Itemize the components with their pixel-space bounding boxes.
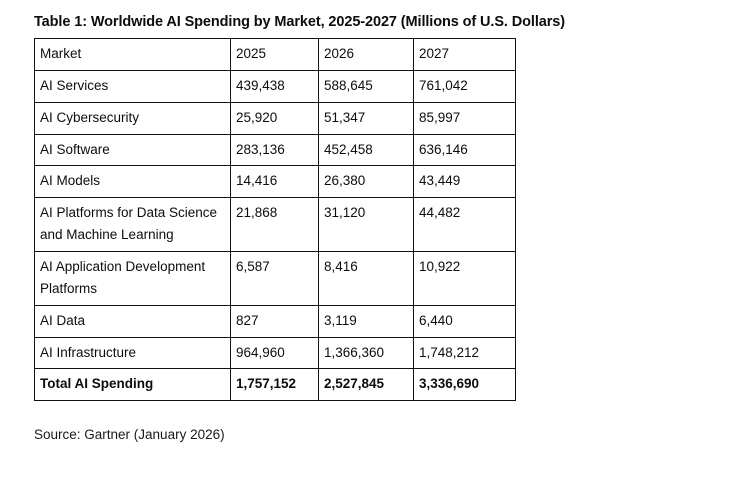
cell-2027: 1,748,212 [414, 337, 516, 369]
cell-2026-total: 2,527,845 [319, 369, 414, 401]
cell-market: AI Cybersecurity [35, 102, 231, 134]
cell-2026: 1,366,360 [319, 337, 414, 369]
cell-market: AI Models [35, 166, 231, 198]
cell-market: AI Application Development Platforms [35, 252, 231, 306]
cell-2025: 21,868 [231, 198, 319, 252]
table-caption: Table 1: Worldwide AI Spending by Market, 2025-2027 (Millions of U.S. Dollars) [34, 14, 565, 30]
table-row [35, 305, 516, 337]
cell-2027: 761,042 [414, 70, 516, 102]
cell-2026: 452,458 [319, 134, 414, 166]
ai-spending-table [34, 38, 516, 401]
table-header [35, 39, 516, 71]
cell-2025: 6,587 [231, 252, 319, 306]
cell-market: AI Infrastructure [35, 337, 231, 369]
table-row [35, 252, 516, 306]
cell-2025: 827 [231, 305, 319, 337]
cell-2027: 85,997 [414, 102, 516, 134]
cell-2025: 439,438 [231, 70, 319, 102]
cell-market-total: Total AI Spending [35, 369, 231, 401]
column-header-market: Market [35, 39, 231, 71]
cell-2027: 44,482 [414, 198, 516, 252]
cell-2026: 3,119 [319, 305, 414, 337]
cell-2025-total: 1,757,152 [231, 369, 319, 401]
cell-2025: 14,416 [231, 166, 319, 198]
cell-2027: 6,440 [414, 305, 516, 337]
cell-2027: 636,146 [414, 134, 516, 166]
table-row [35, 70, 516, 102]
cell-2026: 31,120 [319, 198, 414, 252]
column-header-2026: 2026 [319, 39, 414, 71]
cell-2026: 8,416 [319, 252, 414, 306]
cell-market: AI Software [35, 134, 231, 166]
cell-2027: 43,449 [414, 166, 516, 198]
cell-2026: 588,645 [319, 70, 414, 102]
cell-2026: 26,380 [319, 166, 414, 198]
cell-2026: 51,347 [319, 102, 414, 134]
table-row [35, 198, 516, 252]
cell-market: AI Services [35, 70, 231, 102]
column-header-2025: 2025 [231, 39, 319, 71]
source-note: Source: Gartner (January 2026) [34, 427, 225, 443]
table-total-row [35, 369, 516, 401]
table-body [35, 70, 516, 400]
cell-market: AI Platforms for Data Science and Machine Learning [35, 198, 231, 252]
table-row [35, 337, 516, 369]
cell-2025: 964,960 [231, 337, 319, 369]
table-row [35, 134, 516, 166]
cell-2027: 10,922 [414, 252, 516, 306]
cell-2025: 283,136 [231, 134, 319, 166]
cell-2027-total: 3,336,690 [414, 369, 516, 401]
table-row [35, 166, 516, 198]
cell-market: AI Data [35, 305, 231, 337]
cell-2025: 25,920 [231, 102, 319, 134]
table-row [35, 102, 516, 134]
table-header-row [35, 39, 516, 71]
column-header-2027: 2027 [414, 39, 516, 71]
